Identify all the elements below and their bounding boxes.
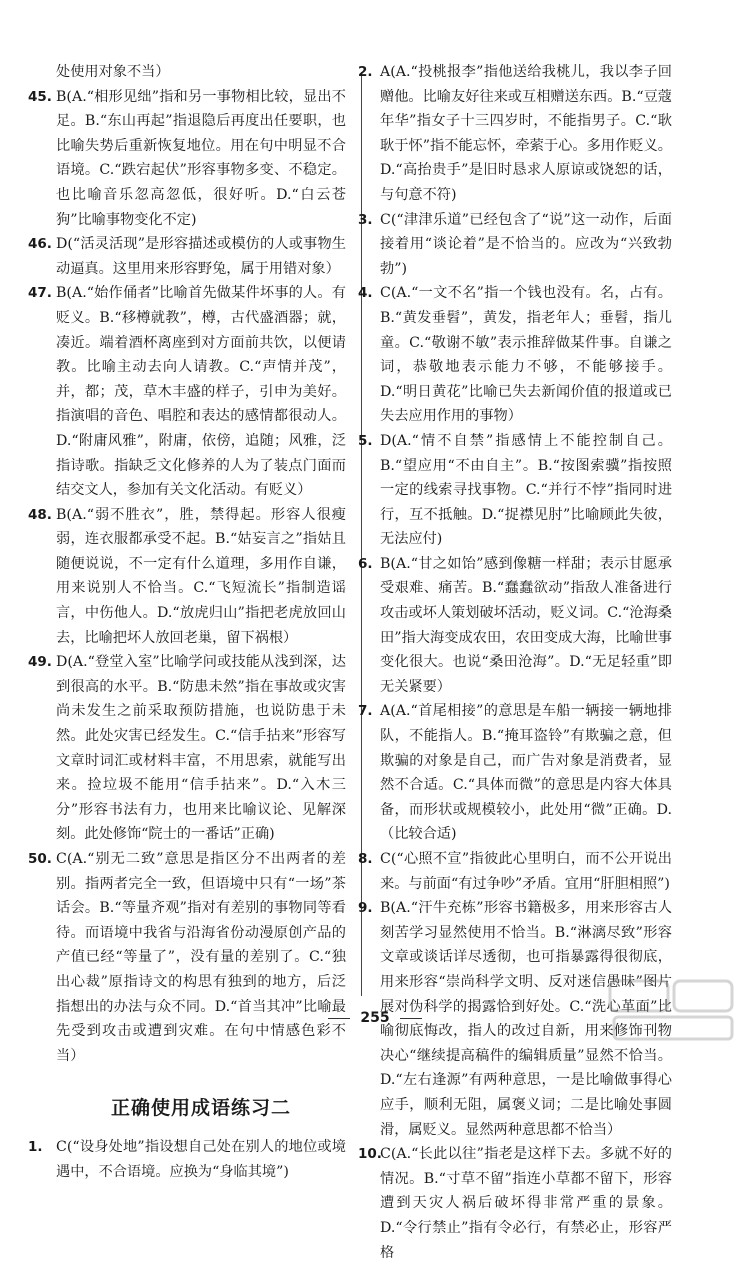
answer-entry (358, 208, 672, 282)
answer-explanation: C(A.“别无二致”意思是指区分不出两者的差别。指两者完全一致，但语境中只有“一场”茶话会。B.“等量齐观”指对有差别的事物同等看待。而语境中我省与沿海省份动漫原创产品的产值已经“等量了”，没有量的差别了。C.“独出心裁”原指诗文的构思有独到的地方，后泛指想出的办法与众不同。D.“首当其冲”比喻最先受到攻击或遭到灾难。在句中情感色彩不当） (56, 851, 346, 1064)
answer-number: 6. (358, 555, 373, 572)
answer-explanation: B(A.“甘之如饴”感到像糖一样甜；表示甘愿承受艰难、痛苦。B.“蠢蠢欲动”指敌人准备进行攻击或坏人策划破坏活动，贬义词。C.“沧海桑田”指大海变成农田，农田变成大海，比喻世事变化很大。也说“桑田沧海”。D.“无足轻重”即无关紧要） (380, 555, 672, 695)
answer-number: 9. (358, 900, 373, 917)
page-number-dash-right (400, 1018, 422, 1019)
answer-explanation: A(A.“投桃报李”指他送给我桃儿，我以李子回赠他。比喻友好往来或互相赠送东西。B.“豆蔻年华”指女子十三四岁时，不能指男子。C.“耿耿于怀”指不能忘怀，牵萦于心。多用作贬义。D.“高抬贵手”是旧时恳求人原谅或饶恕的话，与句意不符) (380, 64, 672, 203)
lead-in-text: 处使用对象不当） (56, 64, 170, 80)
answer-number: 47. (28, 285, 52, 302)
answer-explanation: B(A.“相形见绌”指和另一事物相比较，显出不足。B.“东山再起”指退隐后再度出任要职，也比喻失势后重新恢复地位。用在句中明显不合语境。C.“跌宕起伏”形容事物多变、不稳定。也比喻音乐忽高忽低，很好听。D.“白云苍狗”比喻事物变化不定) (56, 88, 346, 228)
answer-entry (358, 847, 672, 896)
answer-explanation: C(“心照不宣”指彼此心里明白，而不公开说出来。与前面“有过争吵”矛盾。宜用“肝胆相照”) (380, 851, 672, 892)
answer-number: 8. (358, 851, 373, 867)
answer-explanation: B(A.“汗牛充栋”形容书籍极多，用来形容古人刻苦学习显然使用不恰当。B.“淋漓尽致”形容文章或谈话详尽透彻，也可指暴露得很彻底，用来形容“崇尚科学文明、反对迷信愚昧”图片展对伪科学的揭露恰到好处。C.“洗心革面”比喻彻底悔改，指人的改过自新，用来修饰刊物决心“继续提高稿件的编辑质量”显然不恰当。D.“左右逢源”有两种意思，一是比喻做事得心应手，顺利无阻，属褒义词；二是比喻处事圆滑，属贬义。显然两种意思都不恰当） (380, 900, 672, 1138)
answer-explanation: C(A.“一文不名”指一个钱也没有。名，占有。B.“黄发垂髫”，黄发，指老年人；垂髫，指儿童。C.“敬谢不敏”表示推辞做某件事。自谦之词，恭敬地表示能力不够，不能够接手。D.“明日黄花”比喻已失去新闻价值的报道或已失去应用作用的事物） (380, 285, 672, 425)
answer-number: 2. (358, 64, 373, 80)
answer-entry (358, 552, 672, 700)
page-number: 255 (360, 1010, 390, 1026)
answer-number: 49. (28, 654, 52, 671)
answer-entry (358, 60, 672, 208)
answer-entry (358, 429, 672, 552)
answer-explanation: A(A.“首尾相接”的意思是车船一辆接一辆地排队，不能指人。B.“掩耳盗铃”有欺骗之意，但欺骗的对象是自己，而广告对象是消费者，显然不合适。C.“具体而微”的意思是内容大体具备，而形状或规模较小，此处用“微”正确。D.（比较合适) (380, 703, 672, 843)
left-entry-list (28, 85, 346, 1069)
answer-number: 10. (358, 1146, 382, 1163)
answer-number: 45. (28, 88, 52, 105)
answer-entry (358, 281, 672, 429)
answer-number: 1. (28, 1138, 43, 1155)
section-entry-list (28, 1135, 346, 1184)
answer-entry (28, 847, 346, 1068)
answer-number: 4. (358, 285, 373, 302)
answer-entry (28, 1135, 346, 1184)
answer-number: 46. (28, 236, 52, 253)
answer-explanation: C(A.“长此以往”指老是这样下去。多就不好的情况。B.“寸草不留”指连小草都不留下，形容遭到天灾人祸后破坏得非常严重的景象。D.“令行禁止”指有令必行，有禁必止，形容严格 (380, 1146, 672, 1261)
answer-explanation: D(A.“情不自禁”指感情上不能控制自己。B.“望应用“不由自主”。B.“按图索骥”指按照一定的线索寻找事物。C.“并行不悖”指同时进行，互不抵触。D.“捉襟见肘”比喻顾此失彼，无法应付) (380, 432, 672, 548)
answer-entry (28, 232, 346, 281)
answer-explanation: C(“津津乐道”已经包含了“说”这一动作，后面接着用“谈论着”是不恰当的。应改为“兴致勃勃”) (380, 211, 672, 277)
answer-entry (28, 85, 346, 233)
page-number-dash-left (328, 1018, 350, 1019)
answer-explanation: D(“活灵活现”是形容描述或模仿的人或事物生动逼真。这里用来形容野兔，属于用错对象） (56, 236, 346, 277)
answer-explanation: B(A.“弱不胜衣”，胜，禁得起。形容人很瘦弱，连衣服都承受不起。B.“姑妄言之”指姑且随便说说，不一定有什么道理，多用作自谦，用来说别人不恰当。C.“飞短流长”指制造谣言，中伤他人。D.“放虎归山”指把老虎放回山去，比喻把坏人放回老巢，留下祸根） (56, 506, 346, 646)
answer-number: 48. (28, 506, 52, 523)
answer-number: 3. (358, 211, 373, 228)
answer-entry (28, 503, 346, 651)
section-title: 正确使用成语练习二 (110, 1097, 291, 1120)
answer-entry (28, 281, 346, 502)
answer-entry (28, 650, 346, 847)
answer-entry (358, 699, 672, 847)
answer-explanation: C(“设身处地”指设想自己处在别人的地位或境遇中，不合语境。应换为“身临其境”) (56, 1138, 346, 1180)
answer-entry (358, 1142, 672, 1265)
answer-number: 7. (358, 703, 373, 720)
answer-number: 50. (28, 851, 52, 867)
answer-explanation: B(A.“始作俑者”比喻首先做某件坏事的人。有贬义。B.“移樽就教”，樽，古代盛酒器；就，凑近。端着酒杯离座到对方面前共饮，以便请教。比喻主动去向人请教。C.“声情并茂”，并，都；茂，草木丰盛的样子，引申为美好。指演唱的音色、唱腔和表达的感情都很动人。D.“附庸风雅”，附庸，依傍，追随；风雅，泛指诗歌。指缺乏文化修养的人为了装点门面而结交文人，参加有关文化活动。有贬义） (56, 285, 346, 499)
answer-number: 5. (358, 432, 373, 449)
answer-explanation: D(A.“登堂入室”比喻学问或技能从浅到深，达到很高的水平。B.“防患未然”指在事故或灾害尚未发生之前采取预防措施，也说防患于未然。此处灾害已经发生。C.“信手拈来”形容写文章时词汇或材料丰富，不用思索，就能写出来。捡垃圾不能用“信手拈来”。D.“入木三分”形容书法有力，也用来比喻议论、见解深刻。此处修饰“院士的一番话”正确) (56, 654, 346, 843)
watermark-logo (608, 977, 738, 1043)
